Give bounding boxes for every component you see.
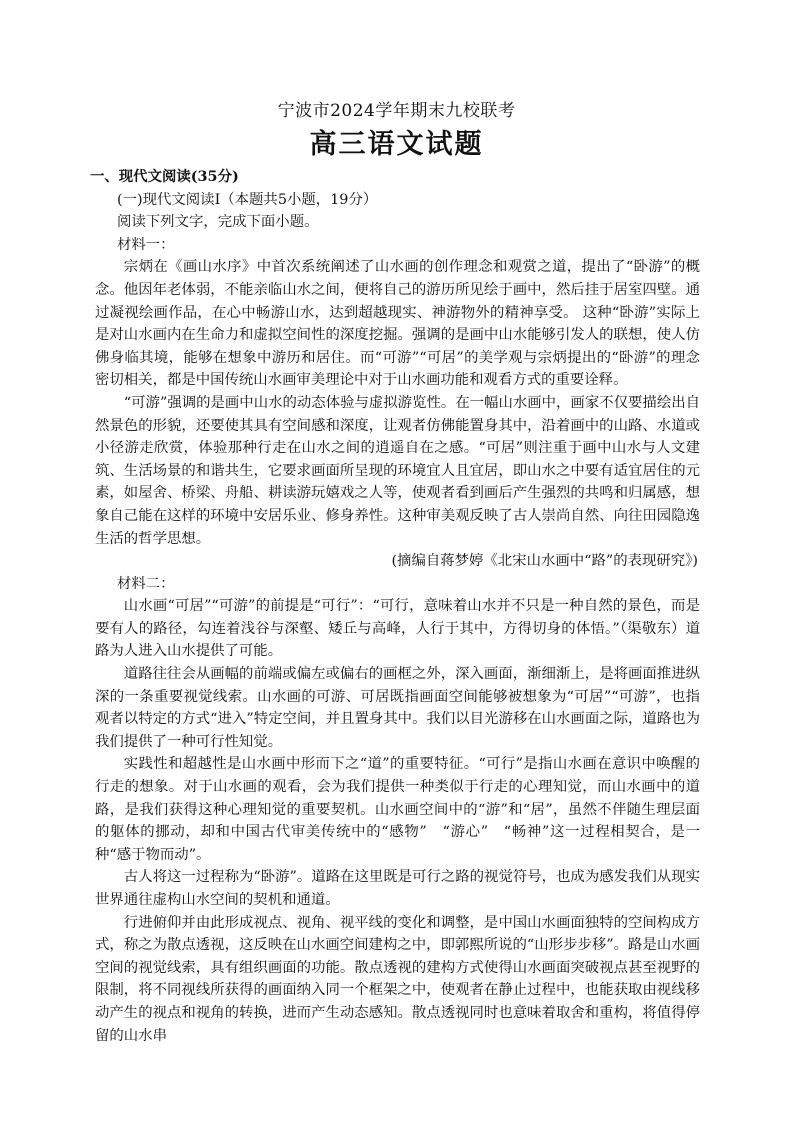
material1-label: 材料一： bbox=[117, 236, 175, 253]
material1-paragraph: “可游”强调的是画中山水的动态体验与虚拟游览性。在一幅山水画中，画家不仅要描绘出自然景色的形貌，还要使其具有空间感和深度，让观者仿佛能置身其中，沿着画中的山路、水道或小径游走欣赏，体验那种行走在山水之间的逍遥自在之感。“可居”则注重于画中山水与人文建筑、生活场景的和谐共生，它要求画面所呈现的环境宜人且宜居，即山水之中要有适宜居住的元素，如屋舍、桥梁、舟船、耕读游玩嬉戏之人等，使观者看到画后产生强烈的共鸣和归属感，想象自己能在这样的环境中安居乐业、修身养性。这种审美观反映了古人崇尚自然、向往田园隐逸生活的哲学思想。 bbox=[95, 394, 700, 547]
material1-paragraph: 宗炳在《画山水序》中首次系统阐述了山水画的创作理念和观赏之道，提出了“卧游”的概念。他因年老体弱，不能亲临山水之间，便将自己的游历所见绘于画中，然后挂于居室四壁。通过凝视绘画作品，在心中畅游山水，达到超越现实、神游物外的精神享受。 这种“卧游”实际上是对山水画内在生命力和虚拟空间性的深度挖掘。强调的是画中山水能够引发人的联想，使人仿佛身临其境，能够在想象中游历和居住。而“可游”“可居”的美学观与宗炳提出的“卧游”的理念密切相关，都是中国传统山水画审美理论中对于山水画功能和观看方式的重要诠释。 bbox=[95, 259, 700, 389]
reading-instruction: 阅读下列文字，完成下面小题。 bbox=[117, 214, 319, 231]
sub-section-heading: (一)现代文阅读Ⅰ（本题共5小题，19分） bbox=[117, 191, 378, 208]
exam-title: 宁波市2024学年期末九校联考 bbox=[277, 101, 516, 121]
material2-paragraph: 古人将这一过程称为“卧游”。道路在这里既是可行之路的视觉符号，也成为感发我们从现实世界通往虚构山水空间的契机和通道。 bbox=[95, 869, 700, 908]
exam-content bbox=[90, 166, 700, 1047]
material1-source: (摘编自蒋梦婷《北宋山水画中“路”的表现研究》) bbox=[391, 553, 698, 570]
section-heading: 一、现代文阅读(35分) bbox=[90, 168, 239, 185]
subject-title: 高三语文试题 bbox=[309, 129, 484, 160]
material2-paragraph: 实践性和超越性是山水画中形而下之“道”的重要特征。“可行”是指山水画在意识中唤醒的行走的想象。对于山水画的观看，会为我们提供一种类似于行走的心理知觉，而山水画中的道路，是我们获得这种心理知觉的重要契机。山水画空间中的“游”和“居”，虽然不伴随生理层面的躯体的挪动，却和中国古代审美传统中的“感物” “游心” “畅神”这一过程相契合，是一种“感于物而动”。 bbox=[95, 756, 700, 863]
material2-paragraph: 道路往往会从画幅的前端或偏左或偏右的画框之外，深入画面，渐细渐上，是将画面推进纵深的一条重要视觉线索。山水画的可游、可居既指画面空间能够被想象为“可居”“可游”，也指观者以特定的方式“进入”特定空间，并且置身其中。我们以目光游移在山水画面之际，道路也为我们提供了一种可行性知觉。 bbox=[95, 666, 700, 750]
material2-label: 材料二： bbox=[117, 575, 175, 592]
material2-paragraph: 行进俯仰并由此形成视点、视角、视平线的变化和调整，是中国山水画面独特的空间构成方式，称之为散点透视，这反映在山水画空间建构之中，即郭熙所说的“山形步步移”。路是山水画空间的视觉线索，具有组织画面的功能。散点透视的建构方式使得山水画面突破视点甚至视野的限制，将不同视线所获得的画面纳入同一个框架之中，使观者在静止过程中，也能获取由视线移动产生的视点和视角的转换，进而产生动态感知。散点透视同时也意味着取舍和重构，将值得停留的山水串 bbox=[95, 914, 700, 1044]
material2-paragraph: 山水画“可居”“可游”的前提是“可行”：“可行，意味着山水并不只是一种自然的景色，而是要有人的路径，勾连着浅谷与深壑、矮丘与高峰，人行于其中，方得切身的体悟。”（渠敬东）道路为人进入山水提供了可能。 bbox=[95, 598, 700, 660]
